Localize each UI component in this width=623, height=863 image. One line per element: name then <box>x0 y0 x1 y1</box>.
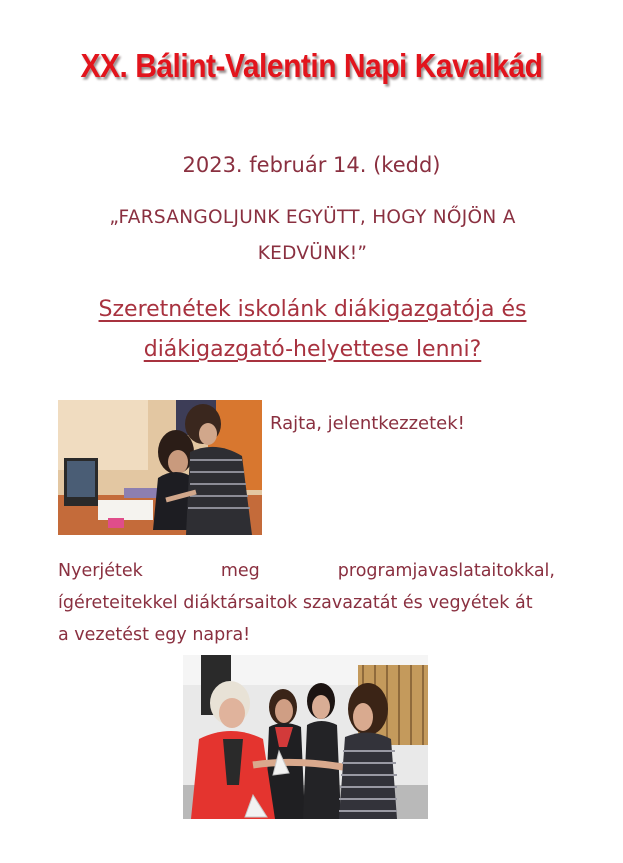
slogan-line-1: „FARSANGOLJUNK EGYÜTT, HOGY NŐJÖN A <box>109 207 516 228</box>
event-date: 2023. február 14. (kedd) <box>182 153 441 177</box>
question-heading <box>40 290 585 370</box>
slogan-line-2: KEDVÜNK!” <box>257 243 368 264</box>
question-line-2: diákigazgató-helyettese lenni? <box>143 337 482 362</box>
body-line-3: a vezetést egy napra! <box>58 625 251 645</box>
body-paragraph <box>58 555 555 651</box>
photo-students-at-computer <box>58 400 262 535</box>
photo-handshake-ceremony <box>183 655 428 819</box>
poster-title: XX. Bálint-Valentin Napi Kavalkád <box>80 47 543 85</box>
body-line-2: ígéreteitekkel diáktársaitok szavazatát és vegyétek át <box>58 593 533 613</box>
slogan <box>40 200 585 272</box>
body-word-2: meg <box>220 561 260 581</box>
body-word-3: programjavaslataitokkal, <box>337 561 555 581</box>
body-line-1 <box>58 555 555 587</box>
body-word-1: Nyerjétek <box>58 561 143 581</box>
call-to-action: Rajta, jelentkezzetek! <box>270 413 465 434</box>
question-line-1: Szeretnétek iskolánk diákigazgatója és <box>98 297 527 322</box>
